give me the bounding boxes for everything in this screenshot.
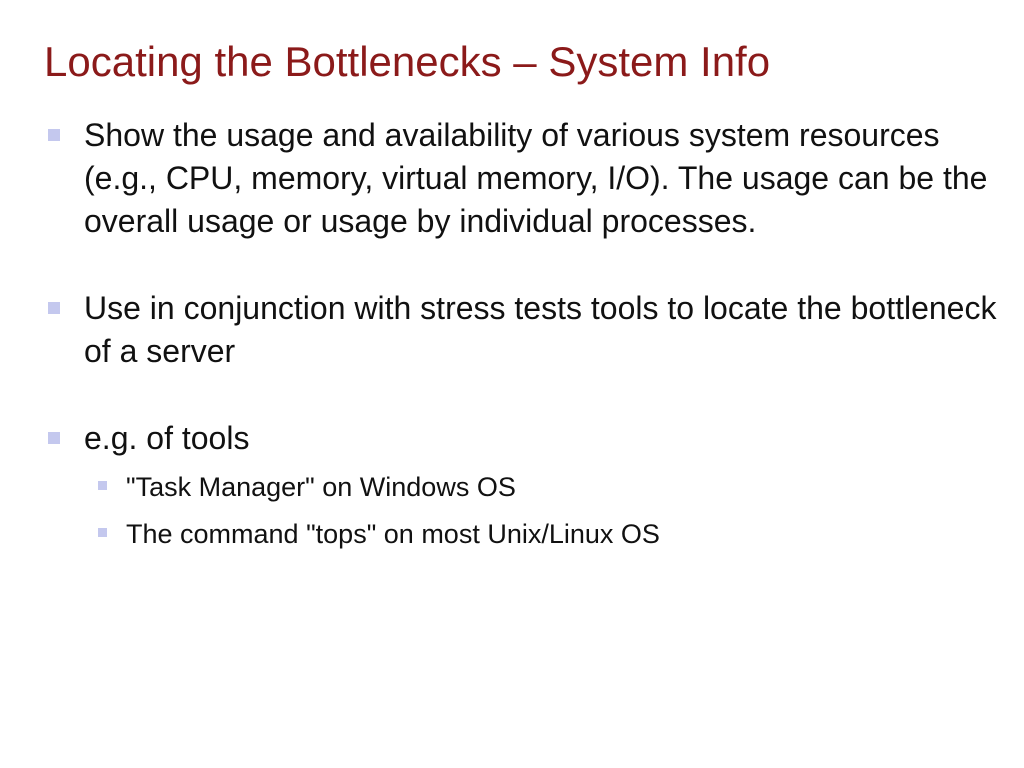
square-bullet-icon xyxy=(98,481,107,490)
sub-bullet-text: "Task Manager" on Windows OS xyxy=(126,472,516,502)
sub-bullet-item xyxy=(80,464,1004,511)
sub-bullet-text: The command "tops" on most Unix/Linux OS xyxy=(126,519,660,549)
slide-title: Locating the Bottlenecks – System Info xyxy=(44,38,771,85)
sub-bullet-list xyxy=(84,464,1004,558)
bullet-item xyxy=(44,287,1004,373)
square-bullet-icon xyxy=(98,528,107,537)
bullet-list xyxy=(44,114,1004,558)
bullet-item xyxy=(44,114,1004,243)
sub-bullet-item xyxy=(80,511,1004,558)
bullet-text: e.g. of tools xyxy=(84,420,250,456)
square-bullet-icon xyxy=(48,129,60,141)
square-bullet-icon xyxy=(48,432,60,444)
bullet-text: Show the usage and availability of various system resources (e.g., CPU, memory, virtual memory, I/O). The usage can be the overall usage or usage by individual processes. xyxy=(84,117,988,239)
square-bullet-icon xyxy=(48,302,60,314)
bullet-item xyxy=(44,417,1004,558)
bullet-text: Use in conjunction with stress tests tools to locate the bottleneck of a server xyxy=(84,290,997,369)
